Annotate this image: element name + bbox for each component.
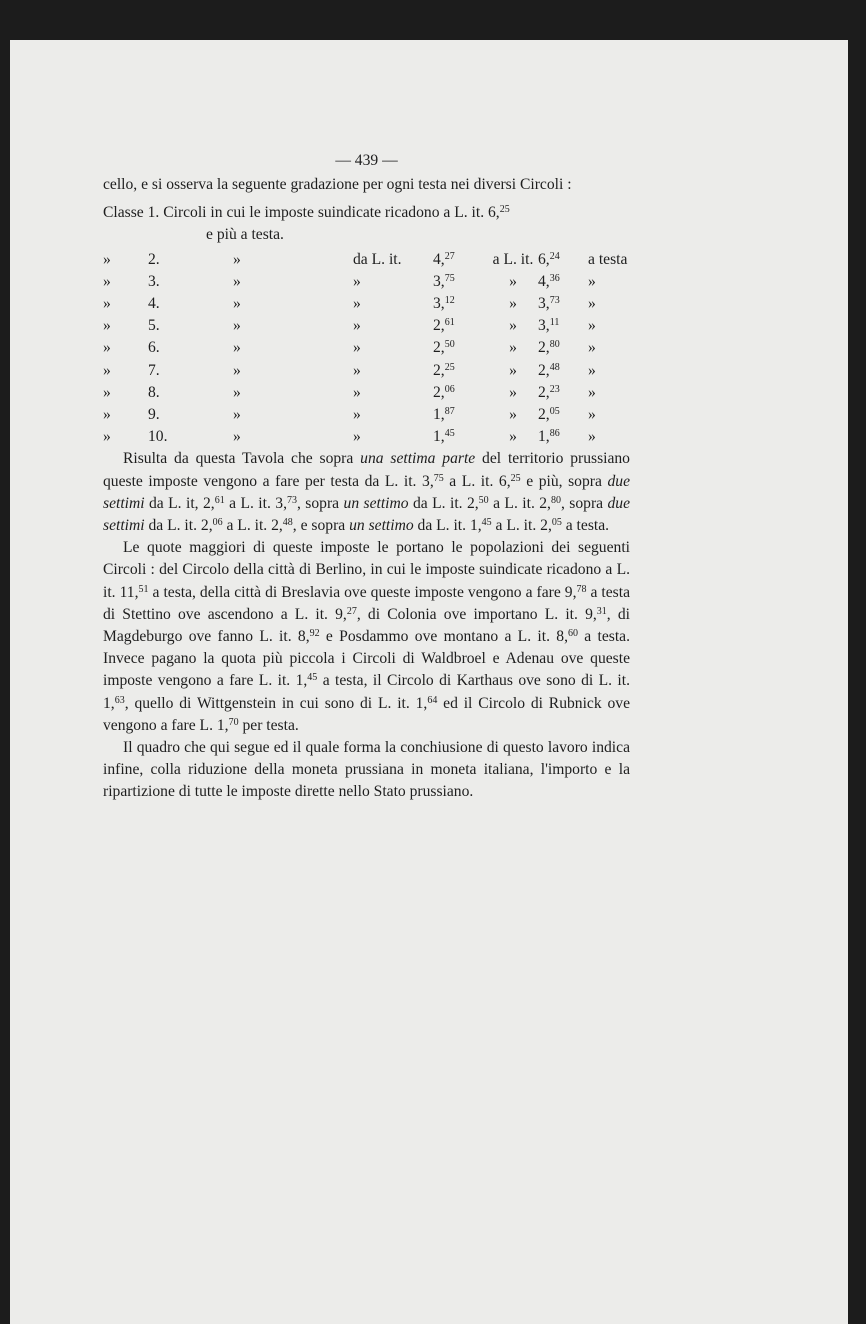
row-to-label: » — [509, 272, 517, 290]
row-from-label: » — [353, 361, 361, 379]
row-per-head: » — [588, 361, 596, 379]
row-to-label: » — [509, 428, 517, 446]
row-ditto-mark: » — [103, 361, 111, 379]
gradation-row — [103, 271, 643, 293]
row-per-head: » — [588, 295, 596, 313]
row-class-number: 4. — [148, 295, 160, 313]
row-ditto-mark: » — [103, 317, 111, 335]
class-one-line: Classe 1. Circoli in cui le imposte suindicate ricadono a L. it. 6,25 — [103, 204, 510, 222]
row-min-value: 2,50 — [433, 339, 455, 357]
row-min-value: 2,06 — [433, 383, 455, 401]
row-class-number: 8. — [148, 383, 160, 401]
row-from-label: » — [353, 339, 361, 357]
page-content — [103, 150, 630, 804]
row-class-number: 7. — [148, 361, 160, 379]
gradation-row — [103, 360, 643, 382]
row-from-label: » — [353, 383, 361, 401]
row-per-head: » — [588, 339, 596, 357]
row-min-value: 1,87 — [433, 406, 455, 424]
row-per-head: » — [588, 406, 596, 424]
row-per-head: » — [588, 272, 596, 290]
row-ditto-mark: » — [103, 339, 111, 357]
row-max-value: 4,36 — [538, 272, 560, 290]
gradation-row — [103, 337, 643, 359]
row-max-value: 2,05 — [538, 406, 560, 424]
row-to-label: a L. it. — [492, 250, 534, 268]
row-ditto-mark: » — [103, 428, 111, 446]
row-to-label: » — [509, 295, 517, 313]
row-from-label: » — [353, 317, 361, 335]
row-ditto-mark: » — [233, 250, 241, 268]
row-ditto-mark: » — [233, 383, 241, 401]
row-to-label: » — [509, 339, 517, 357]
row-max-value: 2,80 — [538, 339, 560, 357]
row-class-number: 9. — [148, 406, 160, 424]
gradation-row — [103, 315, 643, 337]
row-from-label: » — [353, 272, 361, 290]
row-max-value: 6,24 — [538, 250, 560, 268]
row-from-label: » — [353, 406, 361, 424]
gradation-row — [103, 426, 643, 448]
row-per-head: a testa — [588, 250, 628, 268]
gradation-row — [103, 382, 643, 404]
row-to-label: » — [509, 406, 517, 424]
row-max-value: 2,48 — [538, 361, 560, 379]
row-max-value: 1,86 — [538, 428, 560, 446]
row-max-value: 3,73 — [538, 295, 560, 313]
gradation-table — [103, 249, 643, 449]
intro-paragraph: cello, e si osserva la seguente gradazione per ogni testa nei diversi Circoli : — [103, 176, 572, 193]
row-ditto-mark: » — [233, 428, 241, 446]
gradation-row — [103, 404, 643, 426]
row-ditto-mark: » — [103, 295, 111, 313]
row-ditto-mark: » — [103, 272, 111, 290]
row-ditto-mark: » — [233, 406, 241, 424]
class-one-entry — [103, 202, 630, 246]
row-ditto-mark: » — [103, 406, 111, 424]
row-min-value: 2,61 — [433, 317, 455, 335]
row-per-head: » — [588, 383, 596, 401]
quotes-paragraph: Le quote maggiori di queste imposte le portano le popolazioni dei seguenti Circoli : del Circolo della città di Berlino, in cui le imposte suindicate ricadono a L. it. 11,51 a testa, della città di Breslavia ove queste imposte vengono a fare 9,78 a testa di Stettino ove ascendono a L. it. 9,27, di Colonia ove importano L. it. 9,31, di Magdeburgo ove fanno L. it. 8,92 e Posdammo ove montano a L. it. 8,60 a testa. Invece pagano la quota più piccola i Circoli di Waldbroel e Adenau ove queste imposte vengono a fare L. it. 1,45 a testa, il Circolo di Karthaus ove sono di L. it. 1,63, quello di Wittgenstein in cui sono di L. it. 1,64 ed il Circolo di Rubnick ove vengono a fare L. 1,70 per testa. — [103, 539, 631, 734]
row-class-number: 3. — [148, 272, 160, 290]
row-per-head: » — [588, 428, 596, 446]
row-ditto-mark: » — [233, 339, 241, 357]
row-class-number: 10. — [148, 428, 168, 446]
row-per-head: » — [588, 317, 596, 335]
row-ditto-mark: » — [233, 317, 241, 335]
row-class-number: 6. — [148, 339, 160, 357]
result-paragraph: Risulta da questa Tavola che sopra una settima parte del territorio prussiano queste imposte vengono a fare per testa da L. it. 3,75 a L. it. 6,25 e più, sopra due settimi da L. it, 2,61 a L. it. 3,73, sopra un settimo da L. it. 2,50 a L. it. 2,80, sopra due settimi da L. it. 2,06 a L. it. 2,48, e sopra un settimo da L. it. 1,45 a L. it. 2,05 a testa. — [103, 450, 631, 535]
row-to-label: » — [509, 383, 517, 401]
row-max-value: 2,23 — [538, 383, 560, 401]
row-ditto-mark: » — [103, 250, 111, 268]
row-ditto-mark: » — [103, 383, 111, 401]
row-to-label: » — [509, 317, 517, 335]
row-max-value: 3,11 — [538, 317, 560, 335]
row-class-number: 5. — [148, 317, 160, 335]
row-min-value: 3,12 — [433, 295, 455, 313]
row-from-label: » — [353, 295, 361, 313]
row-ditto-mark: » — [233, 361, 241, 379]
page-number: — 439 — — [335, 152, 398, 169]
row-ditto-mark: » — [233, 272, 241, 290]
row-min-value: 1,45 — [433, 428, 455, 446]
row-from-label: » — [353, 428, 361, 446]
gradation-row — [103, 293, 643, 315]
class-one-subline: e più a testa. — [206, 226, 284, 244]
row-ditto-mark: » — [233, 295, 241, 313]
gradation-row — [103, 249, 643, 271]
row-class-number: 2. — [148, 250, 160, 268]
row-min-value: 3,75 — [433, 272, 455, 290]
row-from-label: da L. it. — [353, 250, 402, 268]
row-to-label: » — [509, 361, 517, 379]
final-paragraph: Il quadro che qui segue ed il quale forma la conchiusione di questo lavoro indica infine, colla riduzione della moneta prussiana in moneta italiana, l'importo e la ripartizione di tutte le imposte dirette nello Stato prussiano. — [103, 739, 630, 801]
row-min-value: 2,25 — [433, 361, 455, 379]
row-min-value: 4,27 — [433, 250, 455, 268]
